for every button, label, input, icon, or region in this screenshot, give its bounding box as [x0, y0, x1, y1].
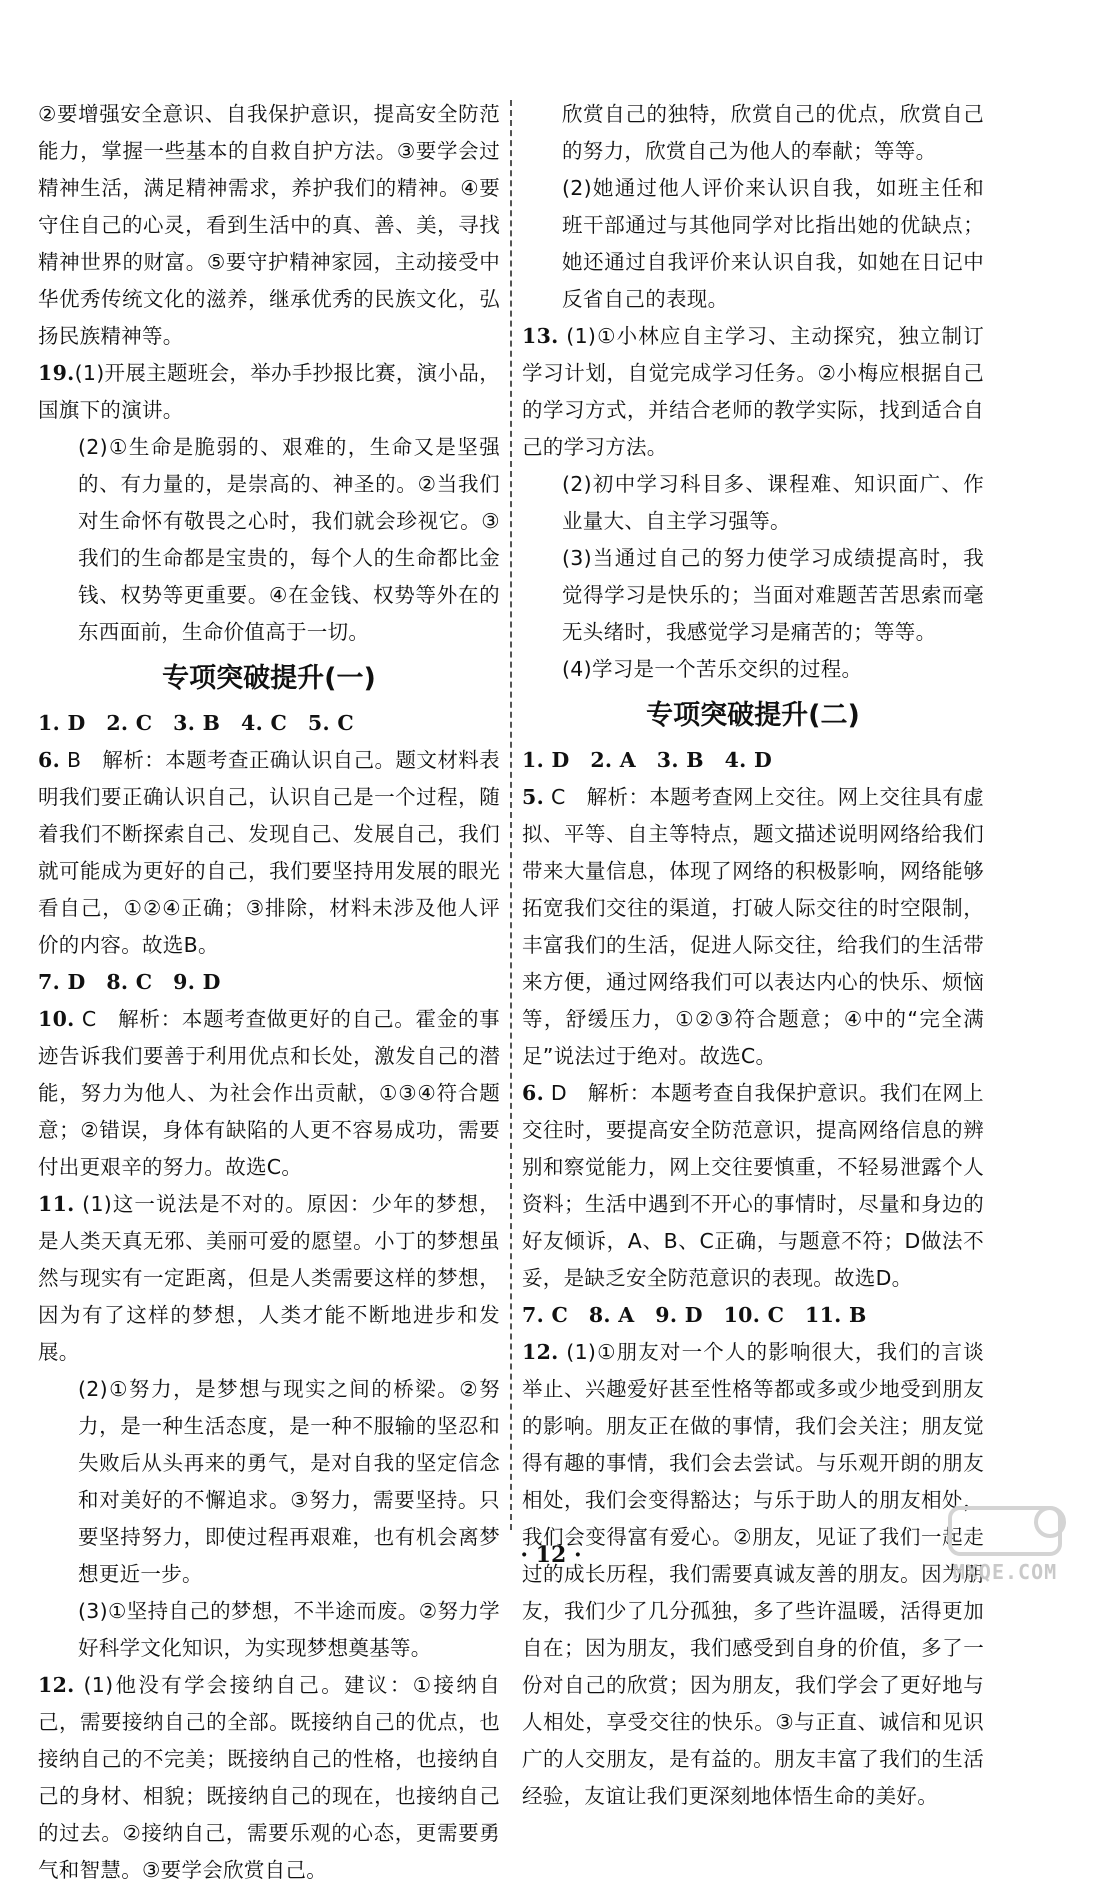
question-11-a — [38, 1186, 500, 1371]
section-title-2: 专项突破提升(二) — [646, 700, 860, 731]
question-10 — [38, 1001, 500, 1186]
page-number: · 12 · — [520, 1542, 582, 1568]
answer-text: D 解析：本题考查自我保护意识。我们在网上交往时，要提高安全防范意识，提高网络信息的辨别和察觉能力，网上交往要慎重，不轻易泄露个人资料；生活中遇到不开心的事情时，尽量和身边的好友倾诉，A、B、C正确，与题意不符；D做法不妥，是缺乏安全防范意识的表现。故选D。 — [522, 1081, 984, 1290]
question-number: 11. — [38, 1192, 75, 1216]
question-6-right — [522, 1075, 984, 1297]
paragraph-safety: ②要增强安全意识、自我保护意识，提高安全防范能力，掌握一些基本的自救自护方法。③要学会过精神生活，满足精神需求，养护我们的精神。④要守住自己的心灵，看到生活中的真、善、美，寻找精神世界的财富。⑤要守护精神家园，主动接受中华优秀传统文化的滋养，继承优秀的民族文化，弘扬民族精神等。 — [38, 102, 500, 348]
question-19-a — [38, 355, 500, 429]
question-13-a — [522, 318, 984, 466]
watermark-text: MXQE.COM — [952, 1560, 1058, 1584]
answer-text: C 解析：本题考查做更好的自己。霍金的事迹告诉我们要善于利用优点和长处，激发自己的潜能，努力为他人、为社会作出贡献，①③④符合题意；②错误，身体有缺陷的人更不容易成功，需要付出更艰辛的努力。故选C。 — [38, 1007, 500, 1179]
question-number: 6. — [522, 1081, 545, 1105]
question-number: 6. — [38, 748, 61, 772]
watermark-logo — [930, 1500, 1080, 1590]
question-13-c: (3)当通过自己的努力使学习成绩提高时，我觉得学习是快乐的；当面对难题苦苦思索而毫无头绪时，我感觉学习是痛苦的；等等。 — [562, 546, 984, 644]
question-13-b: (2)初中学习科目多、课程难、知识面广、作业量大、自主学习强等。 — [562, 472, 984, 533]
answers-1-4: 1. D 2. A 3. B 4. D — [522, 748, 773, 772]
question-number: 12. — [38, 1673, 75, 1697]
answers-7-11: 7. C 8. A 9. D 10. C 11. B — [522, 1303, 867, 1327]
section-title-1: 专项突破提升(一) — [162, 663, 376, 694]
watermark-icon — [930, 1500, 1080, 1560]
answer-text: (1)①小林应自主学习、主动探究，独立制订学习计划，自觉完成学习任务。②小梅应根据自己的学习方式，并结合老师的教学实际，找到适合自己的学习方法。 — [522, 324, 984, 459]
question-19-b: (2)①生命是脆弱的、艰难的，生命又是坚强的、有力量的，是崇高的、神圣的。②当我们对生命怀有敬畏之心时，我们就会珍视它。③我们的生命都是宝贵的，每个人的生命都比金钱、权势等更重要。④在金钱、权势等外在的东西面前，生命价值高于一切。 — [78, 435, 500, 644]
answer-text: C 解析：本题考查网上交往。网上交往具有虚拟、平等、自主等特点，题文描述说明网络给我们带来大量信息，体现了网络的积极影响，网络能够拓宽我们交往的渠道，打破人际交往的时空限制，丰富我们的生活，促进人际交往，给我们的生活带来方便，通过网络我们可以表达内心的快乐、烦恼等，舒缓压力，①②③符合题意；④中的“完全满足”说法过于绝对。故选C。 — [522, 785, 984, 1068]
question-number: 12. — [522, 1340, 559, 1364]
question-number: 13. — [522, 324, 559, 348]
question-number: 5. — [522, 785, 545, 809]
question-number: 10. — [38, 1007, 75, 1031]
question-6 — [38, 742, 500, 964]
answer-text: B 解析：本题考查正确认识自己。题文材料表明我们要正确认识自己，认识自己是一个过程，随着我们不断探索自己、发现自己、发展自己，我们就可能成为更好的自己，我们要坚持用发展的眼光看自己，①②④正确；③排除，材料未涉及他人评价的内容。故选B。 — [38, 748, 500, 957]
question-number: 19. — [38, 361, 75, 385]
paragraph-appreciate: 欣赏自己的独特，欣赏自己的优点，欣赏自己的努力，欣赏自己为他人的奉献；等等。 — [562, 102, 984, 163]
question-12-left — [38, 1667, 500, 1889]
question-11-b: (2)①努力，是梦想与现实之间的桥梁。②努力，是一种生活态度，是一种不服输的坚忍和失败后从头再来的勇气，是对自我的坚定信念和对美好的不懈追求。③努力，需要坚持。只要坚持努力，即使过程再艰难，也有机会离梦想更近一步。 — [78, 1377, 500, 1586]
question-12-right — [522, 1334, 984, 1815]
paragraph-self-evaluation: (2)她通过他人评价来认识自我，如班主任和班干部通过与其他同学对比指出她的优缺点；她还通过自我评价来认识自我，如她在日记中反省自己的表现。 — [562, 176, 984, 311]
answer-text: (1)①朋友对一个人的影响很大，我们的言谈举止、兴趣爱好甚至性格等都或多或少地受到朋友的影响。朋友正在做的事情，我们会关注；朋友觉得有趣的事情，我们会去尝试。与乐观开朗的朋友相处，我们会变得豁达；与乐于助人的朋友相处，我们会变得富有爱心。②朋友，见证了我们一起走过的成长历程，我们需要真诚友善的朋友。因为朋友，我们少了几分孤独，多了些许温暖，活得更加自在；因为朋友，我们感受到自身的价值，多了一份对自己的欣赏；因为朋友，我们学会了更好地与人相处，享受交往的快乐。③与正直、诚信和见识广的人交朋友，是有益的。朋友丰富了我们的生活经验，友谊让我们更深刻地体悟生命的美好。 — [522, 1340, 984, 1808]
answer-text: (1)他没有学会接纳自己。建议：①接纳自己，需要接纳自己的全部。既接纳自己的优点，也接纳自己的不完美；既接纳自己的性格，也接纳自己的身材、相貌；既接纳自己的现在，也接纳自己的过去。②接纳自己，需要乐观的心态，更需要勇气和智慧。③要学会欣赏自己。 — [38, 1673, 500, 1882]
question-5 — [522, 779, 984, 1075]
question-11-c: (3)①坚持自己的梦想，不半途而废。②努力学好科学文化知识，为实现梦想奠基等。 — [78, 1599, 500, 1660]
answer-text: (1)开展主题班会，举办手抄报比赛，演小品，国旗下的演讲。 — [38, 361, 500, 422]
left-column — [38, 96, 500, 1889]
answers-1-5: 1. D 2. C 3. B 4. C 5. C — [38, 711, 354, 735]
answers-7-9: 7. D 8. C 9. D — [38, 970, 221, 994]
question-13-d: (4)学习是一个苦乐交织的过程。 — [562, 657, 863, 681]
answer-text: (1)这一说法是不对的。原因：少年的梦想，是人类天真无邪、美丽可爱的愿望。小丁的梦想虽然与现实有一定距离，但是人类需要这样的梦想，因为有了这样的梦想，人类才能不断地进步和发展。 — [38, 1192, 500, 1364]
column-divider — [510, 100, 512, 1530]
